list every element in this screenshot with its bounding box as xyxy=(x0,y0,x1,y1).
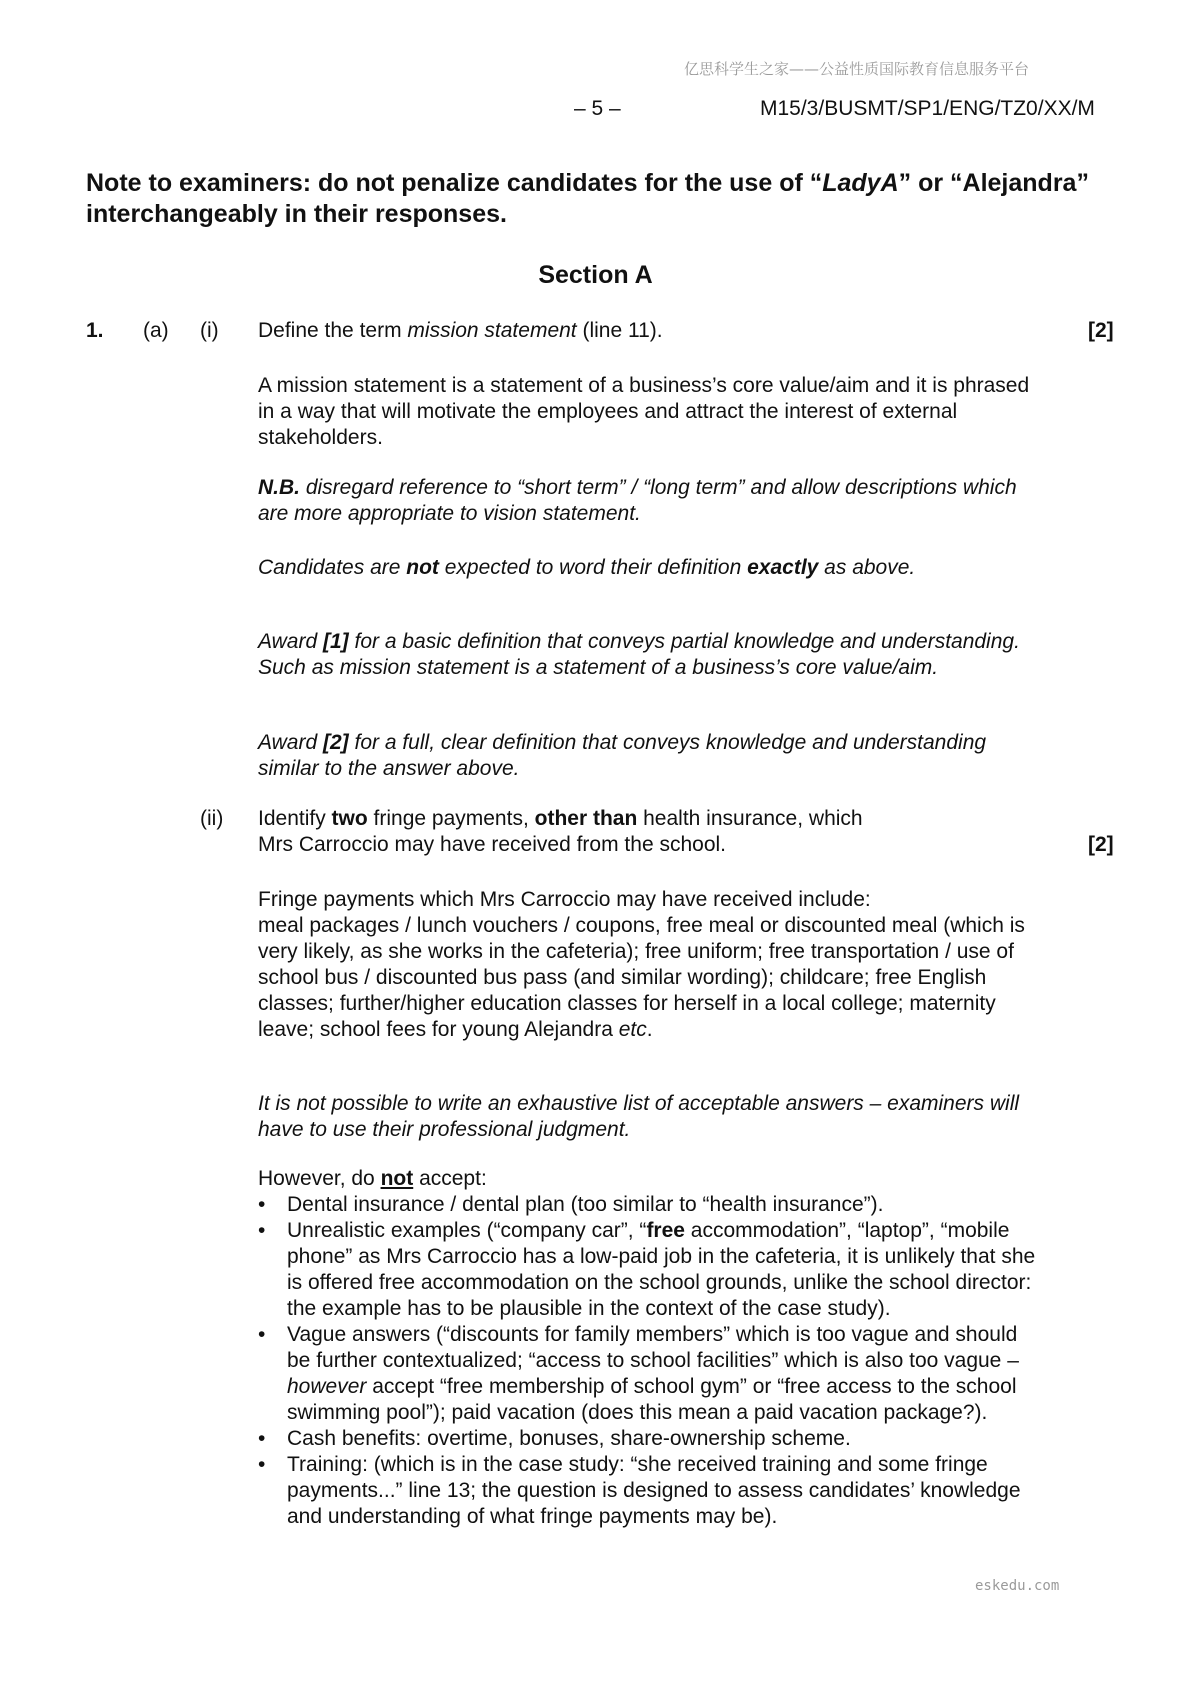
award-1-criteria: Award [1] for a basic definition that conveys partial knowledge and understanding. Such as mission statement is a statement of a business’s core value/aim. xyxy=(258,630,1020,679)
question-number: 1. xyxy=(86,319,104,342)
list-item: • Cash benefits: overtime, bonuses, share-ownership scheme. xyxy=(258,1426,1038,1452)
subpart-i-label: (i) xyxy=(200,319,219,342)
document-code: M15/3/BUSMT/SP1/ENG/TZ0/XX/M xyxy=(760,97,1095,120)
lady-a-text: LadyA xyxy=(822,169,899,197)
mission-statement-answer: A mission statement is a statement of a business’s core value/aim and it is phrased in a way that will motivate the employees and attract the interest of external stakeholders. xyxy=(258,374,1030,449)
section-title: Section A xyxy=(538,261,653,289)
question-part-a: (a) xyxy=(143,319,169,342)
subpart-ii-prompt: Identify two fringe payments, other than health insurance, which Mrs Carroccio may have received from the school. xyxy=(258,807,863,856)
subpart-ii-marks: [2] xyxy=(1088,833,1114,856)
watermark-bottom: eskedu.com xyxy=(975,1578,1060,1594)
award-2-criteria: Award [2] for a full, clear definition that conveys knowledge and understanding similar to the answer above. xyxy=(258,731,987,780)
list-item: • Vague answers (“discounts for family members” which is too vague and should be further contextualized; “access to school facilities” which is also too vague – however accept “free membership of school gym” or “free access to the school swimming pool”); paid vacation (does this mean a paid vacation package?). xyxy=(258,1322,1038,1426)
do-not-accept-list xyxy=(258,1192,1038,1530)
subpart-i-marks: [2] xyxy=(1088,319,1114,342)
watermark-top: 亿思科学生之家——公益性质国际教育信息服务平台 xyxy=(684,60,1030,78)
note-to-examiners: Note to examiners: do not penalize candidates for the use of “LadyA” or “Alejandra” interchangeably in their responses. xyxy=(86,169,1089,228)
subpart-i-prompt: Define the term mission statement (line 11). xyxy=(258,319,663,342)
list-item: • Dental insurance / dental plan (too similar to “health insurance”). xyxy=(258,1192,1038,1218)
candidates-note: Candidates are not expected to word their definition exactly as above. xyxy=(258,556,916,579)
do-not-accept-block xyxy=(258,1166,1038,1530)
subpart-ii-label: (ii) xyxy=(200,807,224,830)
nb-note: N.B. disregard reference to “short term” / “long term” and allow descriptions which are more appropriate to vision statement. xyxy=(258,476,1017,525)
fringe-payments-answer: Fringe payments which Mrs Carroccio may have received include: meal packages / lunch vouchers / coupons, free meal or discounted meal (which is very likely, as she works in the cafeteria); free uniform; free transportation / use of school bus / discounted bus pass (and similar wording); childcare; free English classes; further/higher education classes for herself in a local college; maternity leave; school fees for young Alejandra etc. xyxy=(258,888,1025,1041)
exhaustive-list-note: It is not possible to write an exhaustive list of acceptable answers – examiners will have to use their professional judgment. xyxy=(258,1092,1020,1141)
do-not-accept-intro: However, do not accept: xyxy=(258,1167,487,1190)
list-item: • Unrealistic examples (“company car”, “free accommodation”, “laptop”, “mobile phone” as Mrs Carroccio has a low-paid job in the cafeteria, it is unlikely that she is offered free accommodation on the school grounds, unlike the school director: the example has to be plausible in the context of the case study). xyxy=(258,1218,1038,1322)
list-item: • Training: (which is in the case study: “she received training and some fringe payments...” line 13; the question is designed to assess candidates’ knowledge and understanding of what fringe payments may be). xyxy=(258,1452,1038,1530)
page-number: – 5 – xyxy=(574,97,621,120)
